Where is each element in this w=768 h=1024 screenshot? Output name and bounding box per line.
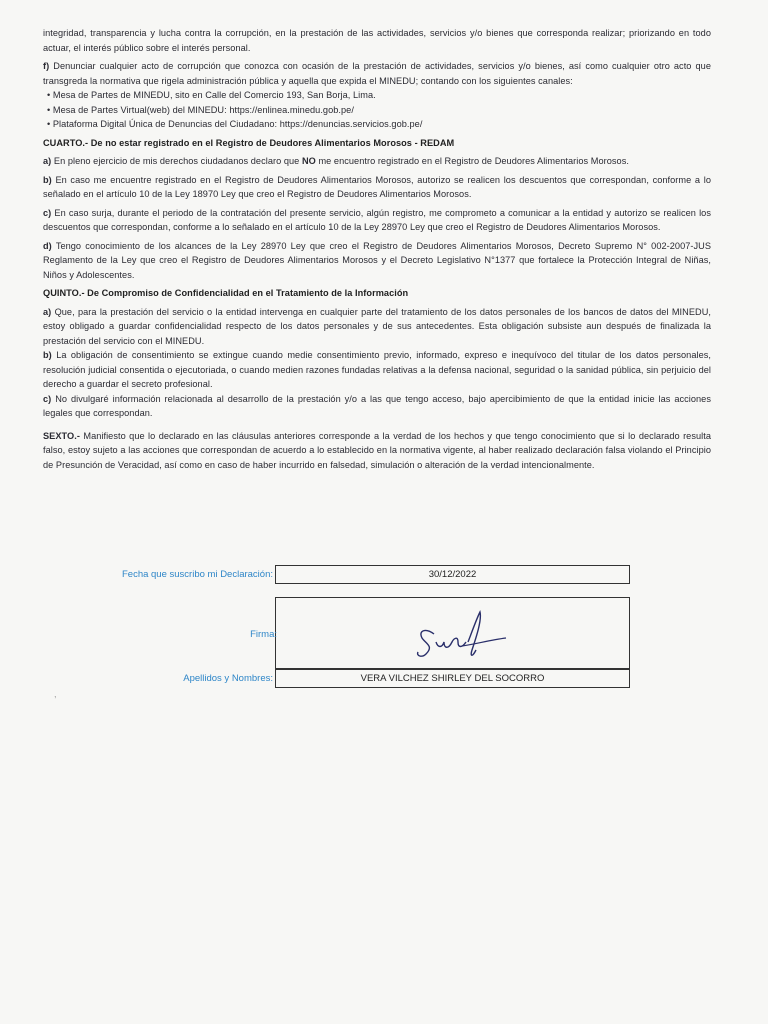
cuarto-heading: CUARTO.- De no estar registrado en el Registro de Deudores Alimentarios Morosos - REDAM — [43, 137, 455, 148]
clause-f-label: f) — [43, 61, 50, 71]
channel-item: • Mesa de Partes Virtual(web) del MINEDU: https://enlinea.minedu.gob.pe/ — [47, 104, 354, 115]
no-emphasis: NO — [301, 156, 316, 166]
clause-text: La obligación de consentimiento se extingue cuando medie consentimiento previo, informado, expreso e inequívoco del titular de los datos personales, resolución judicial consentida o ejecutoriada, o cuando medien razones fundadas relativas a la defensa nacional, seguridad o la sanidad pública, sin perjuicio del derecho a guardar el secreto profesional. — [43, 350, 711, 389]
clause-label: d) — [43, 240, 52, 251]
clause-text: En caso me encuentre registrado en el Registro de Deudores Alimentarios Morosos, autorizo se realicen los descuentos que correspondan, conforme a lo señalado en el artículo 10 de la Ley 18970 Ley que creo el Registro de Deudores Alimentarios Morosos. — [43, 174, 711, 199]
clause-text: Tengo conocimiento de los alcances de la Ley 28970 Ley que creo el Registro de Deudores Alimentarios Morosos, Decreto Supremo N° 002-2007-JUS Reglamento de la Ley que creo el Registro de Deudores Alimentarios Morosos y el Decreto Legislativo N°1377 que fortalece la Protección Integral de Niñas, Niños y Adolescentes. — [43, 240, 712, 280]
clause-label: b) — [43, 174, 52, 185]
clause-text: En caso surja, durante el periodo de la contratación del presente servicio, algún registro, me comprometo a comunicar a la entidad y autorizo se realicen los descuentos que correspondan, conforme a lo señalado en el artículo 10 de la Ley 28970 Ley que creo el Registro de Deudores Alimentarios Morosos. — [43, 207, 711, 232]
handwritten-signature — [276, 598, 631, 670]
stray-mark: , — [54, 689, 57, 699]
clause-label: a) — [43, 156, 52, 166]
clause-text: me encuentro registrado en el Registro de Deudores Alimentarios Morosos. — [315, 156, 629, 166]
name-field — [275, 669, 630, 688]
name-label: Apellidos y Nombres: — [183, 673, 273, 684]
date-value: 30/12/2022 — [428, 569, 477, 580]
clause-label: c) — [43, 393, 52, 404]
date-label: Fecha que suscribo mi Declaración: — [121, 569, 273, 580]
clause-f-text: Denunciar cualquier acto de corrupción que conozca con ocasión de la prestación de actividades, servicios y/o bienes, así como cualquier otro acto que transgreda la normativa que rigela administración pública y aquella que expida el MINEDU; contando con los siguientes canales: — [43, 61, 711, 86]
firma-label: Firma: — [250, 629, 277, 640]
date-field — [275, 565, 630, 584]
clause-label: a) — [43, 306, 52, 317]
clause-text: No divulgaré información relacionada al desarrollo de la prestación y/o a las que tengo acceso, bajo apercibimiento de que la entidad inicie las acciones legales que correspondan. — [43, 393, 711, 418]
clause-text: En pleno ejercicio de mis derechos ciudadanos declaro que — [53, 156, 302, 166]
channel-item: • Mesa de Partes de MINEDU, sito en Calle del Comercio 193, San Borja, Lima. — [47, 90, 376, 100]
clause-label: b) — [43, 350, 52, 360]
clause-text: Que, para la prestación del servicio o la entidad intervenga en cualquier parte del tratamiento de los datos personales de los bancos de datos del MINEDU, estoy obligado a guardar confidencialidad respecto de los datos personales y de sus antecedentes. Esta obligación subsiste aun después de finalizada la prestación del servicio con el MINEDU. — [43, 306, 711, 346]
name-value: VERA VILCHEZ SHIRLEY DEL SOCORRO — [360, 673, 545, 684]
channel-item: • Plataforma Digital Única de Denuncias del Ciudadano: https://denuncias.servicios.gob.pe/ — [47, 119, 423, 129]
sexto-text: Manifiesto que lo declarado en las cláusulas anteriores corresponde a la verdad de los hechos y que tengo conocimiento que si lo declarado resulta falso, estoy sujeto a las acciones que correspondan de acuerdo a lo establecido en la normativa vigente, al haber realizado declaración falsa violando el Principio de Presunción de Veracidad, así como en caso de haber incurrido en falsedad, simulación o alteración de la verdad intencionalmente. — [43, 430, 711, 470]
clause-label: c) — [43, 207, 52, 218]
sexto-label: SEXTO.- — [43, 430, 80, 441]
quinto-heading: QUINTO.- De Compromiso de Confidencialidad en el Tratamiento de la Información — [43, 288, 409, 298]
signature-field — [275, 597, 630, 669]
intro-paragraph: integridad, transparencia y lucha contra la corrupción, en la prestación de las actividades, servicios y/o bienes que corresponda realizar; priorizando en todo actuar, el interés público sobre el interés personal. — [43, 28, 711, 53]
